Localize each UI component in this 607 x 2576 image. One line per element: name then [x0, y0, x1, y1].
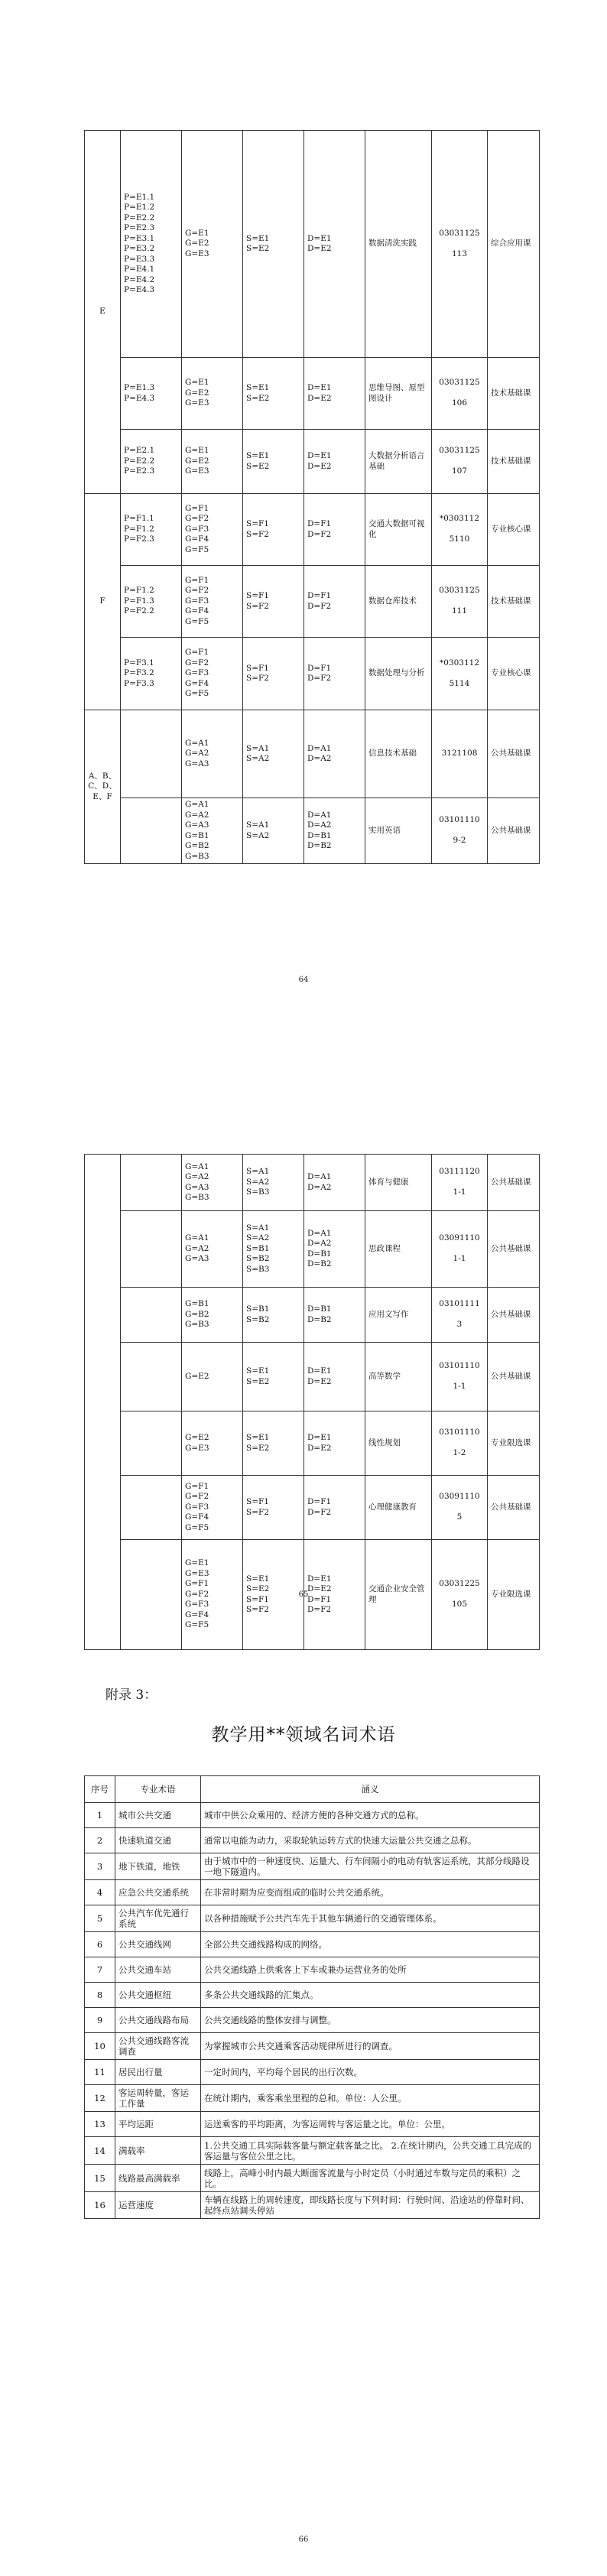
- field-cell: E: [85, 131, 121, 494]
- term-number-cell: 6: [85, 1932, 115, 1957]
- course-code-cell: 03091110 5: [432, 1476, 488, 1540]
- knowledge-cell: D=F1 D=F2: [304, 566, 365, 638]
- glossary-title: 教学用**领域名词术语: [211, 1725, 396, 1745]
- skill-cell: S=E1 S=E2: [243, 131, 304, 358]
- course-type-cell: 公共基础课: [488, 1476, 540, 1540]
- course-type-cell: 专业限选课: [488, 1540, 540, 1650]
- table-row: [85, 1155, 540, 1211]
- table-row: [85, 1476, 540, 1540]
- course-name-cell: 心理健康教育: [365, 1476, 432, 1540]
- term-name-cell: 公共交通线网: [115, 1932, 201, 1957]
- course-code-cell: 03031125 111: [432, 566, 488, 638]
- table-row: [85, 1288, 540, 1343]
- knowledge-cell: D=A1 D=A2 D=B1 D=B2: [304, 1211, 365, 1288]
- goal-cell: G=E2: [182, 1343, 243, 1411]
- table-row: [85, 638, 540, 710]
- course-name-cell: 信息技术基础: [365, 710, 432, 798]
- glossary-header-row: [85, 1776, 540, 1803]
- course-code-cell: *0303112 5114: [432, 638, 488, 710]
- term-meaning-cell: 通常以电能为动力，采取轮轨运转方式的快速大运量公共交通之总称。: [201, 1828, 540, 1853]
- course-code-cell: 03111120 1-1: [432, 1155, 488, 1211]
- ability-points-cell: P=F1.2 P=F1.3 P=F2.2: [121, 566, 182, 638]
- term-number-cell: 12: [85, 2085, 115, 2112]
- term-number-cell: 13: [85, 2112, 115, 2137]
- course-name-cell: 交通企业安全管理: [365, 1540, 432, 1650]
- page-number: 66: [298, 2535, 309, 2544]
- course-name-cell: 交通大数据可视化: [365, 494, 432, 566]
- goal-cell: G=E1 G=E3 G=F1 G=F2 G=F3 G=F4 G=F5: [182, 1540, 243, 1650]
- knowledge-cell: D=F1 D=F2: [304, 1476, 365, 1540]
- skill-cell: S=E1 S=E2: [243, 430, 304, 494]
- term-name-cell: 公共汽车优先通行系统: [115, 1905, 201, 1932]
- course-name-cell: 数据仓库技术: [365, 566, 432, 638]
- course-type-cell: 公共基础课: [488, 798, 540, 864]
- term-number-cell: 11: [85, 2060, 115, 2085]
- course-name-cell: 实用英语: [365, 798, 432, 864]
- skill-cell: S=E1 S=E2 S=F1 S=F2: [243, 1540, 304, 1650]
- term-number-cell: 2: [85, 1828, 115, 1853]
- term-meaning-cell: 线路上，高峰小时内最大断面客流量与小时定员（小时通过车数与定员的乘积）之比。: [201, 2165, 540, 2192]
- term-meaning-cell: 1.公共交通工具实际载客量与额定载客量之比。 2.在统计期内，公共交通工具完成的客运量与客位公里之比。: [201, 2137, 540, 2165]
- glossary-row: [85, 1880, 540, 1905]
- knowledge-cell: D=B1 D=B2: [304, 1288, 365, 1343]
- course-code-cell: 03101110 1-2: [432, 1411, 488, 1476]
- skill-cell: S=A1 S=A2 S=B1 S=B2 S=B3: [243, 1211, 304, 1288]
- term-meaning-cell: 在非常时期为应变而组成的临时公共交通系统。: [201, 1880, 540, 1905]
- page-number: 65: [298, 1590, 309, 1599]
- table-row: [85, 358, 540, 430]
- header-term: 专业术语: [115, 1776, 201, 1803]
- term-name-cell: 客运周转量，客运工作量: [115, 2085, 201, 2112]
- glossary-row: [85, 1853, 540, 1880]
- table-row: [85, 1411, 540, 1476]
- goal-cell: G=F1 G=F2 G=F3 G=F4 G=F5: [182, 1476, 243, 1540]
- term-name-cell: 应急公共交通系统: [115, 1880, 201, 1905]
- glossary-row: [85, 1905, 540, 1932]
- course-type-cell: 公共基础课: [488, 1343, 540, 1411]
- course-code-cell: 03091110 1-1: [432, 1211, 488, 1288]
- course-type-cell: 综合应用课: [488, 131, 540, 358]
- ability-points-cell: [121, 1411, 182, 1476]
- table-row: [85, 566, 540, 638]
- course-code-cell: 03101110 9-2: [432, 798, 488, 864]
- term-name-cell: 地下铁道，地铁: [115, 1853, 201, 1880]
- course-code-cell: 03101111 3: [432, 1288, 488, 1343]
- table-row: [85, 494, 540, 566]
- table-row: [85, 430, 540, 494]
- glossary-row: [85, 2192, 540, 2219]
- term-meaning-cell: 以各种措施赋予公共汽车先于其他车辆通行的交通管理体系。: [201, 1905, 540, 1932]
- glossary-row: [85, 1828, 540, 1853]
- course-type-cell: 公共基础课: [488, 1211, 540, 1288]
- skill-cell: S=F1 S=F2: [243, 1476, 304, 1540]
- glossary-row: [85, 2085, 540, 2112]
- course-type-cell: 公共基础课: [488, 1155, 540, 1211]
- term-number-cell: 4: [85, 1880, 115, 1905]
- skill-cell: S=A1 S=A2: [243, 798, 304, 864]
- skill-cell: S=F1 S=F2: [243, 638, 304, 710]
- term-meaning-cell: 一定时间内，平均每个居民的出行次数。: [201, 2060, 540, 2085]
- knowledge-cell: D=E1 D=E2: [304, 430, 365, 494]
- term-number-cell: 9: [85, 2008, 115, 2033]
- term-name-cell: 运营速度: [115, 2192, 201, 2219]
- course-type-cell: 专业核心课: [488, 638, 540, 710]
- ability-points-cell: P=E2.1 P=E2.2 P=E2.3: [121, 430, 182, 494]
- header-no: 序号: [85, 1776, 115, 1803]
- table-row: [85, 131, 540, 358]
- ability-points-cell: [121, 1155, 182, 1211]
- knowledge-cell: D=E1 D=E2: [304, 1411, 365, 1476]
- skill-cell: S=A1 S=A2: [243, 710, 304, 798]
- goal-cell: G=F1 G=F2 G=F3 G=F4 G=F5: [182, 638, 243, 710]
- skill-cell: S=F1 S=F2: [243, 566, 304, 638]
- term-number-cell: 10: [85, 2033, 115, 2060]
- ability-points-cell: [121, 1288, 182, 1343]
- goal-cell: G=E2 G=E3: [182, 1411, 243, 1476]
- term-number-cell: 5: [85, 1905, 115, 1932]
- term-name-cell: 满载率: [115, 2137, 201, 2165]
- course-code-cell: 03031125 107: [432, 430, 488, 494]
- ability-points-cell: [121, 1343, 182, 1411]
- glossary-row: [85, 1932, 540, 1957]
- course-code-cell: 03031125 106: [432, 358, 488, 430]
- glossary-row: [85, 2112, 540, 2137]
- course-type-cell: 技术基础课: [488, 430, 540, 494]
- goal-cell: G=A1 G=A2 G=A3 G=B3: [182, 1155, 243, 1211]
- knowledge-cell: D=F1 D=F2: [304, 494, 365, 566]
- course-code-cell: 03031125 113: [432, 131, 488, 358]
- goal-cell: G=A1 G=A2 G=A3 G=B1 G=B2 G=B3: [182, 798, 243, 864]
- goal-cell: G=E1 G=E2 G=E3: [182, 430, 243, 494]
- term-name-cell: 公共交通线路客流调查: [115, 2033, 201, 2060]
- knowledge-cell: D=A1 D=A2: [304, 1155, 365, 1211]
- course-name-cell: 线性规划: [365, 1411, 432, 1476]
- glossary-table: [84, 1775, 540, 2219]
- skill-cell: S=E1 S=E2: [243, 1343, 304, 1411]
- course-type-cell: 公共基础课: [488, 710, 540, 798]
- course-type-cell: 技术基础课: [488, 566, 540, 638]
- ability-points-cell: P=E1.3 P=E4.3: [121, 358, 182, 430]
- term-meaning-cell: 公共交通线路上供乘客上下车或兼办运营业务的处所: [201, 1957, 540, 1983]
- knowledge-cell: D=F1 D=F2: [304, 638, 365, 710]
- goal-cell: G=E1 G=E2 G=E3: [182, 358, 243, 430]
- glossary-row: [85, 2033, 540, 2060]
- term-name-cell: 快速轨道交通: [115, 1828, 201, 1853]
- knowledge-cell: D=E1 D=E2: [304, 131, 365, 358]
- term-meaning-cell: 多条公共交通线路的汇集点。: [201, 1983, 540, 2008]
- ability-points-cell: [121, 1476, 182, 1540]
- goal-cell: G=F1 G=F2 G=F3 G=F4 G=F5: [182, 566, 243, 638]
- course-name-cell: 大数据分析语言基础: [365, 430, 432, 494]
- ability-points-cell: P=E1.1 P=E1.2 P=E2.2 P=E2.3 P=E3.1 P=E3.2 P=E3.3 P=E4.1 P=E4.2 P=E4.3: [121, 131, 182, 358]
- term-meaning-cell: 城市中供公众乘用的、经济方便的各种交通方式的总称。: [201, 1803, 540, 1828]
- field-cell: F: [85, 494, 121, 710]
- course-name-cell: 思政课程: [365, 1211, 432, 1288]
- skill-cell: S=E1 S=E2: [243, 358, 304, 430]
- course-type-cell: 专业限选课: [488, 1411, 540, 1476]
- skill-cell: S=A1 S=A2 S=B3: [243, 1155, 304, 1211]
- goal-cell: G=E1 G=E2 G=E3: [182, 131, 243, 358]
- term-name-cell: 公共交通车站: [115, 1957, 201, 1983]
- knowledge-cell: D=A1 D=A2 D=B1 D=B2: [304, 798, 365, 864]
- glossary-row: [85, 2060, 540, 2085]
- course-name-cell: 应用文写作: [365, 1288, 432, 1343]
- course-code-cell: 03031225 105: [432, 1540, 488, 1650]
- term-meaning-cell: 在统计期内，乘客乘坐里程的总和。单位：人公里。: [201, 2085, 540, 2112]
- table-row: [85, 798, 540, 864]
- ability-points-cell: [121, 798, 182, 864]
- term-number-cell: 7: [85, 1957, 115, 1983]
- term-number-cell: 16: [85, 2192, 115, 2219]
- term-number-cell: 3: [85, 1853, 115, 1880]
- glossary-row: [85, 2165, 540, 2192]
- table-row: [85, 1211, 540, 1288]
- course-name-cell: 思维导图、原型图设计: [365, 358, 432, 430]
- term-number-cell: 14: [85, 2137, 115, 2165]
- term-name-cell: 线路最高满载率: [115, 2165, 201, 2192]
- course-name-cell: 数据清洗实践: [365, 131, 432, 358]
- course-name-cell: 体育与健康: [365, 1155, 432, 1211]
- term-meaning-cell: 由于城市中的一种速度快、运量大、行车间隔小的电动有轨客运系统，其部分线路设一地下隧道内。: [201, 1853, 540, 1880]
- term-name-cell: 公共交通枢纽: [115, 1983, 201, 2008]
- glossary-row: [85, 1803, 540, 1828]
- header-meaning: 涵义: [201, 1776, 540, 1803]
- term-name-cell: 居民出行量: [115, 2060, 201, 2085]
- goal-cell: G=F1 G=F2 G=F3 G=F4 G=F5: [182, 494, 243, 566]
- skill-cell: S=B1 S=B2: [243, 1288, 304, 1343]
- glossary-row: [85, 2008, 540, 2033]
- course-type-cell: 公共基础课: [488, 1288, 540, 1343]
- term-meaning-cell: 车辆在线路上的周转速度，即线路长度与下列时间：行驶时间、沿途站的停靠时间、起终点站调头停站: [201, 2192, 540, 2219]
- term-meaning-cell: 为掌握城市公共交通乘客活动规律所进行的调查。: [201, 2033, 540, 2060]
- page-number: 64: [298, 976, 309, 984]
- course-code-cell: 3121108: [432, 710, 488, 798]
- goal-cell: G=B1 G=B2 G=B3: [182, 1288, 243, 1343]
- course-name-cell: 数据处理与分析: [365, 638, 432, 710]
- glossary-row: [85, 2137, 540, 2165]
- field-cell: [85, 1155, 121, 1650]
- course-name-cell: 高等数学: [365, 1343, 432, 1411]
- curriculum-table-page-64: [84, 130, 540, 864]
- knowledge-cell: D=E1 D=E2: [304, 1343, 365, 1411]
- knowledge-cell: D=A1 D=A2: [304, 710, 365, 798]
- knowledge-cell: D=E1 D=E2 D=F1 D=F2: [304, 1540, 365, 1650]
- table-row: [85, 1343, 540, 1411]
- term-number-cell: 1: [85, 1803, 115, 1828]
- course-code-cell: *0303112 5110: [432, 494, 488, 566]
- course-type-cell: 专业核心课: [488, 494, 540, 566]
- goal-cell: G=A1 G=A2 G=A3: [182, 710, 243, 798]
- term-meaning-cell: 公共交通线路的整体安排与调整。: [201, 2008, 540, 2033]
- term-meaning-cell: 全部公共交通线路构成的网络。: [201, 1932, 540, 1957]
- term-name-cell: 公共交通线路布局: [115, 2008, 201, 2033]
- term-number-cell: 8: [85, 1983, 115, 2008]
- term-name-cell: 平均运距: [115, 2112, 201, 2137]
- ability-points-cell: P=F1.1 P=F1.2 P=F2.3: [121, 494, 182, 566]
- glossary-row: [85, 1957, 540, 1983]
- ability-points-cell: [121, 1211, 182, 1288]
- curriculum-table-page-65: [84, 1154, 540, 1650]
- ability-points-cell: P=F3.1 P=F3.2 P=F3.3: [121, 638, 182, 710]
- skill-cell: S=F1 S=F2: [243, 494, 304, 566]
- term-number-cell: 15: [85, 2165, 115, 2192]
- skill-cell: S=E1 S=E2: [243, 1411, 304, 1476]
- appendix-label: 附录 3：: [105, 1688, 157, 1703]
- table-row: [85, 710, 540, 798]
- course-type-cell: 技术基础课: [488, 358, 540, 430]
- course-code-cell: 03101110 1-1: [432, 1343, 488, 1411]
- term-name-cell: 城市公共交通: [115, 1803, 201, 1828]
- ability-points-cell: [121, 710, 182, 798]
- knowledge-cell: D=E1 D=E2: [304, 358, 365, 430]
- goal-cell: G=A1 G=A2 G=A3: [182, 1211, 243, 1288]
- field-cell: A、B、C、D、E、F: [85, 710, 121, 864]
- glossary-row: [85, 1983, 540, 2008]
- term-meaning-cell: 运送乘客的平均距离，为客运周转与客运量之比。单位：公里。: [201, 2112, 540, 2137]
